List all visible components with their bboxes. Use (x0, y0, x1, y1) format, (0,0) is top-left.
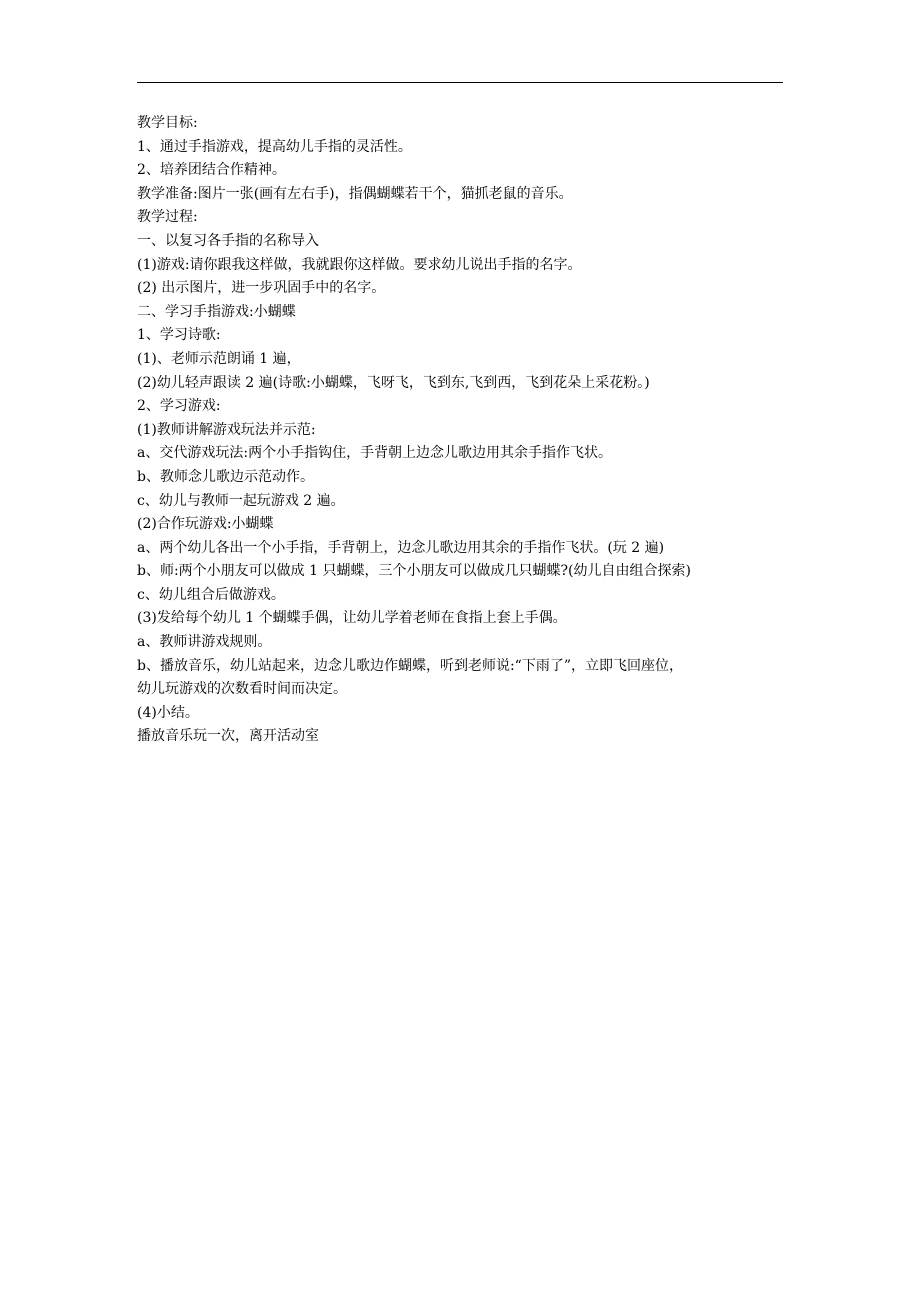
sub-step-heading: 2、学习游戏: (137, 398, 221, 415)
closing-text: 播放音乐玩一次，离开活动室 (137, 728, 319, 745)
sub-step-text: (2)幼儿轻声跟读 2 遍(诗歌:小蝴蝶，飞呀飞，飞到东,飞到西，飞到花朵上采花粉。) (137, 374, 650, 391)
sub-step-text: 幼儿玩游戏的次数看时间而决定。 (137, 681, 347, 698)
sub-step-heading: 1、学习诗歌: (137, 327, 221, 344)
sub-step-text: (4)小结。 (137, 704, 199, 721)
goal-item: 1、通过手指游戏，提高幼儿手指的灵活性。 (137, 138, 412, 155)
sub-step-text: a、交代游戏玩法:两个小手指钩住，手背朝上边念儿歌边用其余手指作飞状。 (137, 445, 613, 462)
process-step-heading: 二、学习手指游戏:小蝴蝶 (137, 303, 296, 320)
sub-step-text: (1)教师讲解游戏玩法并示范: (137, 421, 316, 438)
sub-step-text: b、教师念儿歌边示范动作。 (137, 468, 314, 485)
preparation-text: 教学准备:图片一张(画有左右手)，指偶蝴蝶若干个，猫抓老鼠的音乐。 (137, 185, 573, 202)
sub-step-text: a、两个幼儿各出一个小手指，手背朝上，边念儿歌边用其余的手指作飞状。(玩 2 遍) (137, 539, 665, 556)
sub-step-text: (2)合作玩游戏:小蝴蝶 (137, 516, 274, 533)
process-step-text: (1)游戏:请你跟我这样做，我就跟你这样做。要求幼儿说出手指的名字。 (137, 256, 582, 273)
document-body (137, 112, 787, 749)
sub-step-text: a、教师讲游戏规则。 (137, 634, 272, 651)
goal-item: 2、培养团结合作精神。 (137, 162, 286, 179)
section-heading-goals: 教学目标: (137, 115, 198, 131)
sub-step-text: (1)、老师示范朗诵 1 遍， (137, 350, 301, 367)
header-rule (137, 82, 783, 83)
sub-step-text: b、师:两个小朋友可以做成 1 只蝴蝶，三个小朋友可以做成几只蝴蝶?(幼儿自由组合探索) (137, 563, 691, 580)
sub-step-text: c、幼儿与教师一起玩游戏 2 遍。 (137, 492, 345, 509)
process-step-text: (2) 出示图片，进一步巩固手中的名字。 (137, 280, 386, 297)
process-step-heading: 一、以复习各手指的名称导入 (137, 232, 319, 249)
sub-step-text: b、播放音乐，幼儿站起来，边念儿歌边作蝴蝶，听到老师说:“下雨了”，立即飞回座位， (137, 657, 683, 674)
sub-step-text: c、幼儿组合后做游戏。 (137, 586, 285, 603)
section-heading-process: 教学过程: (137, 209, 198, 226)
sub-step-text: (3)发给每个幼儿 1 个蝴蝶手偶，让幼儿学着老师在食指上套上手偶。 (137, 610, 567, 627)
